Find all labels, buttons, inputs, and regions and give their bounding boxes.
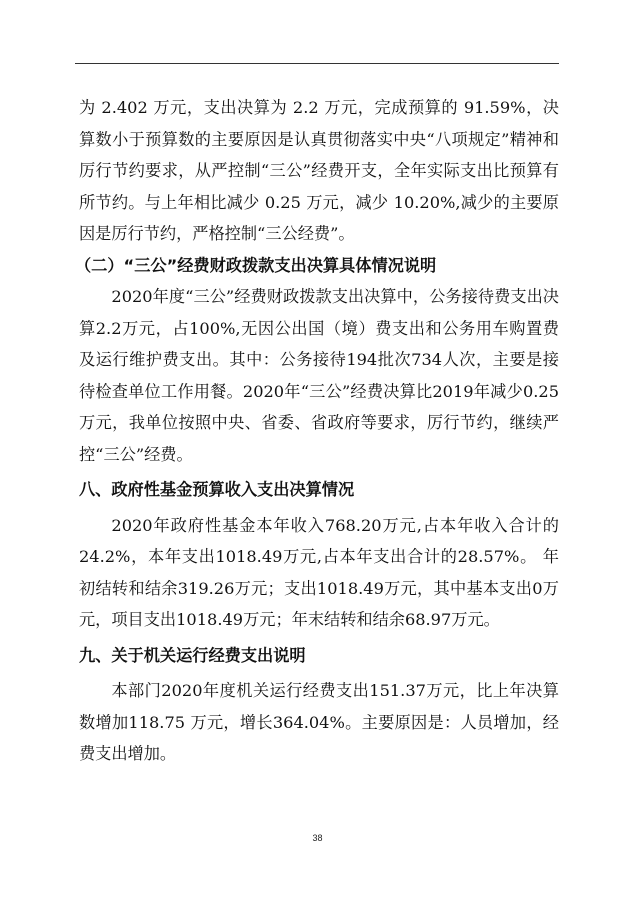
paragraph-operating-expenses: 本部门2020年度机关运行经费支出151.37万元，比上年决算数增加118.75 万元，增长364.04%。主要原因是：人员增加，经费支出增加。 [79, 681, 559, 763]
paragraph-sangong-details: 2020年度“三公”经费财政拨款支出决算中，公务接待费支出决算2.2万元，占100%,无因公出国（境）费支出和公务用车购置费及运行维护费支出。其中：公务接待194批次734人次，主要是接待检查单位工作用餐。2020年“三公”经费决算比2019年减少0.25万元，我单位按照中央、省委、省政府等要求，厉行节约，继续严控“三公”经费。 [79, 287, 559, 464]
section-heading-government-fund: 八、政府性基金预算收入支出决算情况 [79, 480, 355, 499]
page-number: 38 [312, 833, 323, 843]
paragraph-government-fund: 2020年政府性基金本年收入768.20万元,占本年收入合计的24.2%，本年支出1018.49万元,占本年支出合计的28.57%。 年初结转和结余319.26万元；支出1018.49万元，其中基本支出0万元，项目支出1018.49万元；年末结转和结余68.97万元。 [79, 515, 559, 629]
paragraph-sangong-summary: 为 2.402 万元，支出决算为 2.2 万元，完成预算的 91.59%，决算数小于预算数的主要原因是认真贯彻落实中央“八项规定”精神和厉行节约要求，从严控制“三公”经费开支，全年实际支出比预算有所节约。与上年相比减少 0.25 万元，减少 10.20%,减少的主要原因是厉行节约，严格控制“三公经费”。 [79, 98, 559, 243]
section-heading-operating-expenses: 九、关于机关运行经费支出说明 [79, 645, 306, 665]
header-rule [75, 63, 559, 64]
document-body [75, 92, 559, 770]
section-heading-sangong-details: （二）“三公”经费财政拨款支出决算具体情况说明 [75, 255, 437, 275]
